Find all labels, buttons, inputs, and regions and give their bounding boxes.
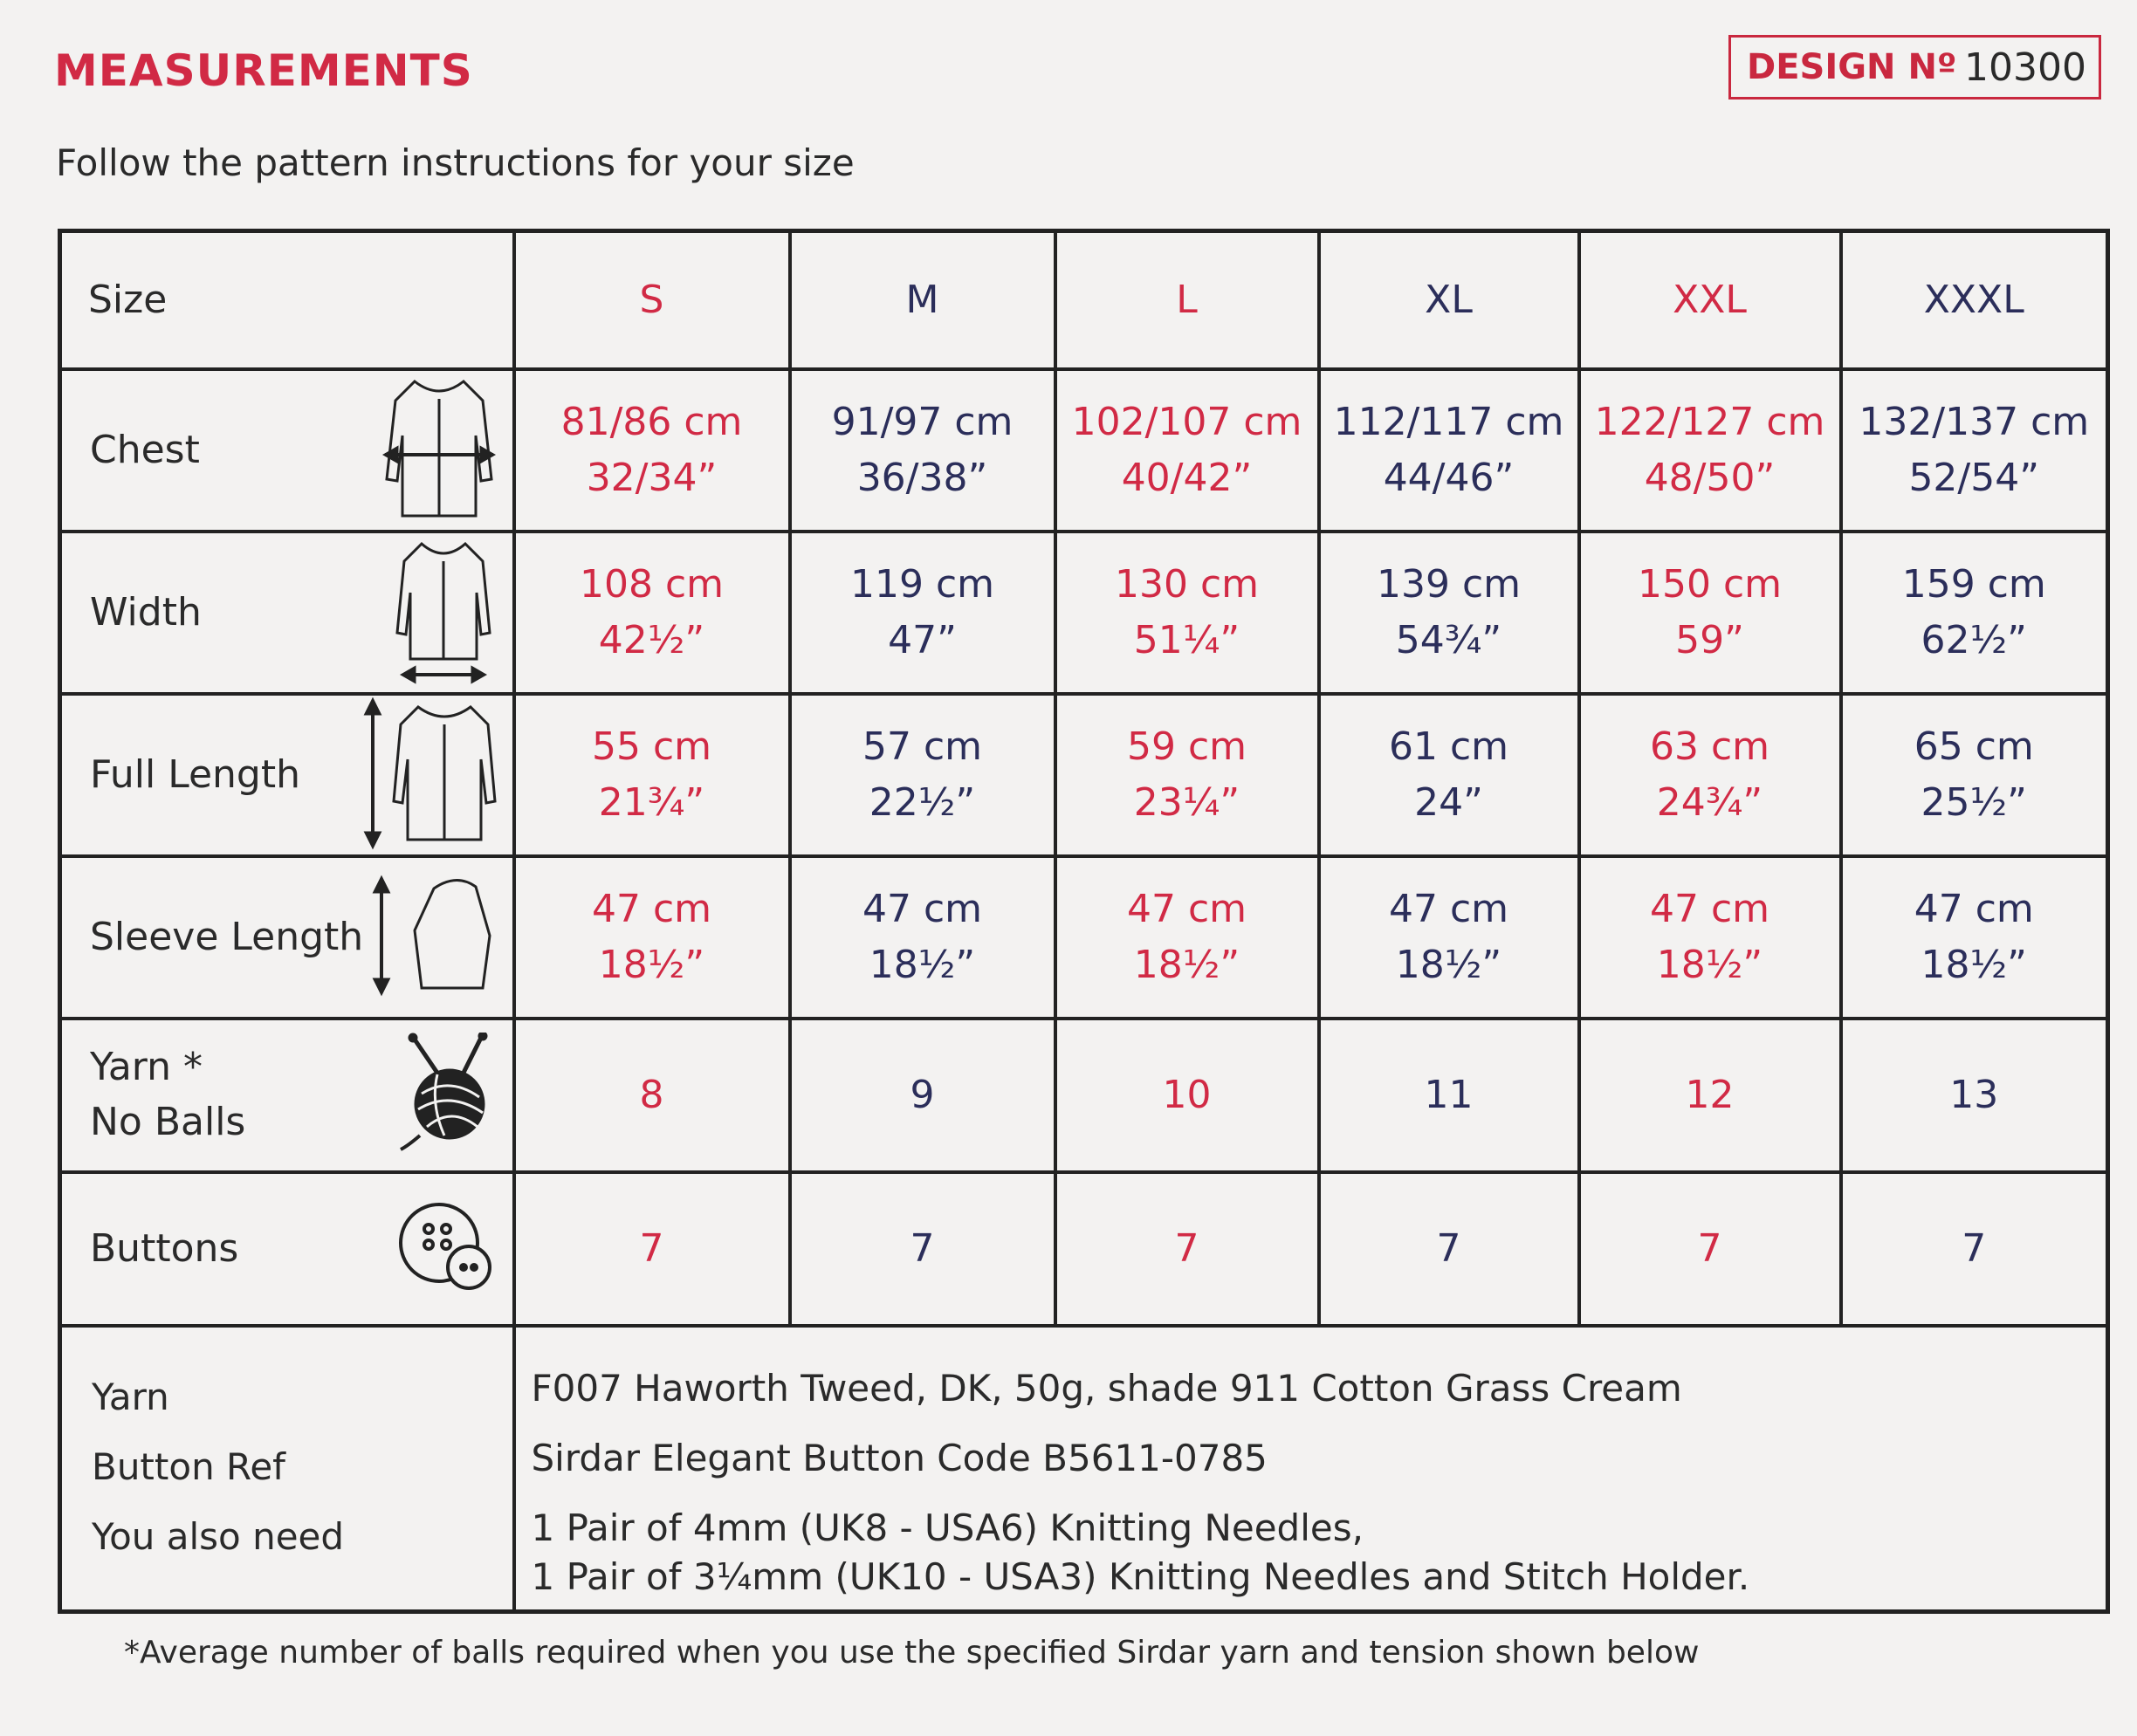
width-garment-icon [387, 537, 500, 689]
yarn-balls-xxxl: 13 [1841, 1019, 2108, 1172]
measurements-table [58, 229, 2110, 1614]
length-garment-icon [361, 696, 500, 854]
sleeve-length-xxl: 47 cm 18½” [1579, 856, 1841, 1019]
buttons-xxl: 7 [1579, 1172, 1841, 1326]
materials-values [514, 1326, 2108, 1612]
chest-label-cell [60, 369, 514, 532]
buttons-xxxl: 7 [1841, 1172, 2108, 1326]
width-xxxl: 159 cm 62½” [1841, 532, 2108, 694]
footnote: *Average number of balls required when you use the specified Sirdar yarn and tension shown below [124, 1635, 1700, 1671]
width-xxl: 150 cm 59” [1579, 532, 1841, 694]
size-xl: XL [1319, 231, 1579, 369]
full-length-xxl: 63 cm 24¾” [1579, 694, 1841, 856]
sleeve-icon [369, 875, 500, 1000]
buttons-icon [395, 1199, 500, 1299]
also-need-line-2: 1 Pair of 3¼mm (UK10 - USA3) Knitting Needles and Stitch Holder. [531, 1554, 1750, 1598]
yarn-balls-xxl: 12 [1579, 1019, 1841, 1172]
chest-xxl: 122/127 cm 48/50” [1579, 369, 1841, 532]
chest-m: 91/97 cm 36/38” [790, 369, 1055, 532]
full-length-row [60, 694, 2108, 856]
full-length-label-cell [60, 694, 514, 856]
button-ref-label: Button Ref [92, 1444, 285, 1488]
yarn-balls-xl: 11 [1319, 1019, 1579, 1172]
yarn-balls-m: 9 [790, 1019, 1055, 1172]
yarn-balls-row [60, 1019, 2108, 1172]
chest-garment-icon [378, 374, 500, 526]
full-length-label: Full Length [90, 751, 300, 797]
width-label: Width [90, 589, 202, 635]
sleeve-length-xl: 47 cm 18½” [1319, 856, 1579, 1019]
chest-xxxl: 132/137 cm 52/54” [1841, 369, 2108, 532]
yarn-balls-label: Yarn * No Balls [90, 1044, 246, 1145]
chest-label: Chest [90, 427, 200, 472]
sleeve-length-label: Sleeve Length [90, 914, 364, 959]
buttons-label: Buttons [90, 1225, 239, 1271]
chest-s: 81/86 cm 32/34” [514, 369, 790, 532]
subtitle: Follow the pattern instructions for your size [56, 141, 855, 184]
width-l: 130 cm 51¼” [1055, 532, 1319, 694]
full-length-xl: 61 cm 24” [1319, 694, 1579, 856]
button-ref-value: Sirdar Elegant Button Code B5611-0785 [531, 1436, 1268, 1479]
yarn-ref-label: Yarn [92, 1375, 169, 1418]
width-s: 108 cm 42½” [514, 532, 790, 694]
buttons-m: 7 [790, 1172, 1055, 1326]
also-need-line-1: 1 Pair of 4mm (UK8 - USA6) Knitting Needles, [531, 1506, 1364, 1549]
yarn-balls-label-cell [60, 1019, 514, 1172]
full-length-s: 55 cm 21¾” [514, 694, 790, 856]
yarn-ref-value: F007 Haworth Tweed, DK, 50g, shade 911 Cotton Grass Cream [531, 1366, 1682, 1410]
size-xxl: XXL [1579, 231, 1841, 369]
full-length-xxxl: 65 cm 25½” [1841, 694, 2108, 856]
materials-labels [60, 1326, 514, 1612]
size-xxxl: XXXL [1841, 231, 2108, 369]
yarn-balls-s: 8 [514, 1019, 790, 1172]
chest-l: 102/107 cm 40/42” [1055, 369, 1319, 532]
buttons-row [60, 1172, 2108, 1326]
buttons-label-cell [60, 1172, 514, 1326]
width-m: 119 cm 47” [790, 532, 1055, 694]
width-xl: 139 cm 54¾” [1319, 532, 1579, 694]
yarn-ball-icon [395, 1033, 500, 1158]
sleeve-length-label-cell [60, 856, 514, 1019]
sleeve-length-m: 47 cm 18½” [790, 856, 1055, 1019]
width-label-cell [60, 532, 514, 694]
sleeve-length-l: 47 cm 18½” [1055, 856, 1319, 1019]
sleeve-length-xxxl: 47 cm 18½” [1841, 856, 2108, 1019]
buttons-s: 7 [514, 1172, 790, 1326]
size-l: L [1055, 231, 1319, 369]
width-row [60, 532, 2108, 694]
design-number: 10300 [1964, 45, 2086, 90]
yarn-balls-l: 10 [1055, 1019, 1319, 1172]
design-number-box [1728, 35, 2101, 99]
size-label-cell [60, 231, 514, 369]
size-label: Size [88, 277, 168, 322]
size-header-row [60, 231, 2108, 369]
also-need-label: You also need [92, 1514, 345, 1558]
sleeve-length-row [60, 856, 2108, 1019]
chest-xl: 112/117 cm 44/46” [1319, 369, 1579, 532]
full-length-m: 57 cm 22½” [790, 694, 1055, 856]
size-m: M [790, 231, 1055, 369]
full-length-l: 59 cm 23¼” [1055, 694, 1319, 856]
design-label: DESIGN Nº [1747, 47, 1957, 87]
sleeve-length-s: 47 cm 18½” [514, 856, 790, 1019]
buttons-l: 7 [1055, 1172, 1319, 1326]
size-s: S [514, 231, 790, 369]
buttons-xl: 7 [1319, 1172, 1579, 1326]
materials-row [60, 1326, 2108, 1612]
page-title: MEASUREMENTS [54, 45, 473, 96]
chest-row [60, 369, 2108, 532]
